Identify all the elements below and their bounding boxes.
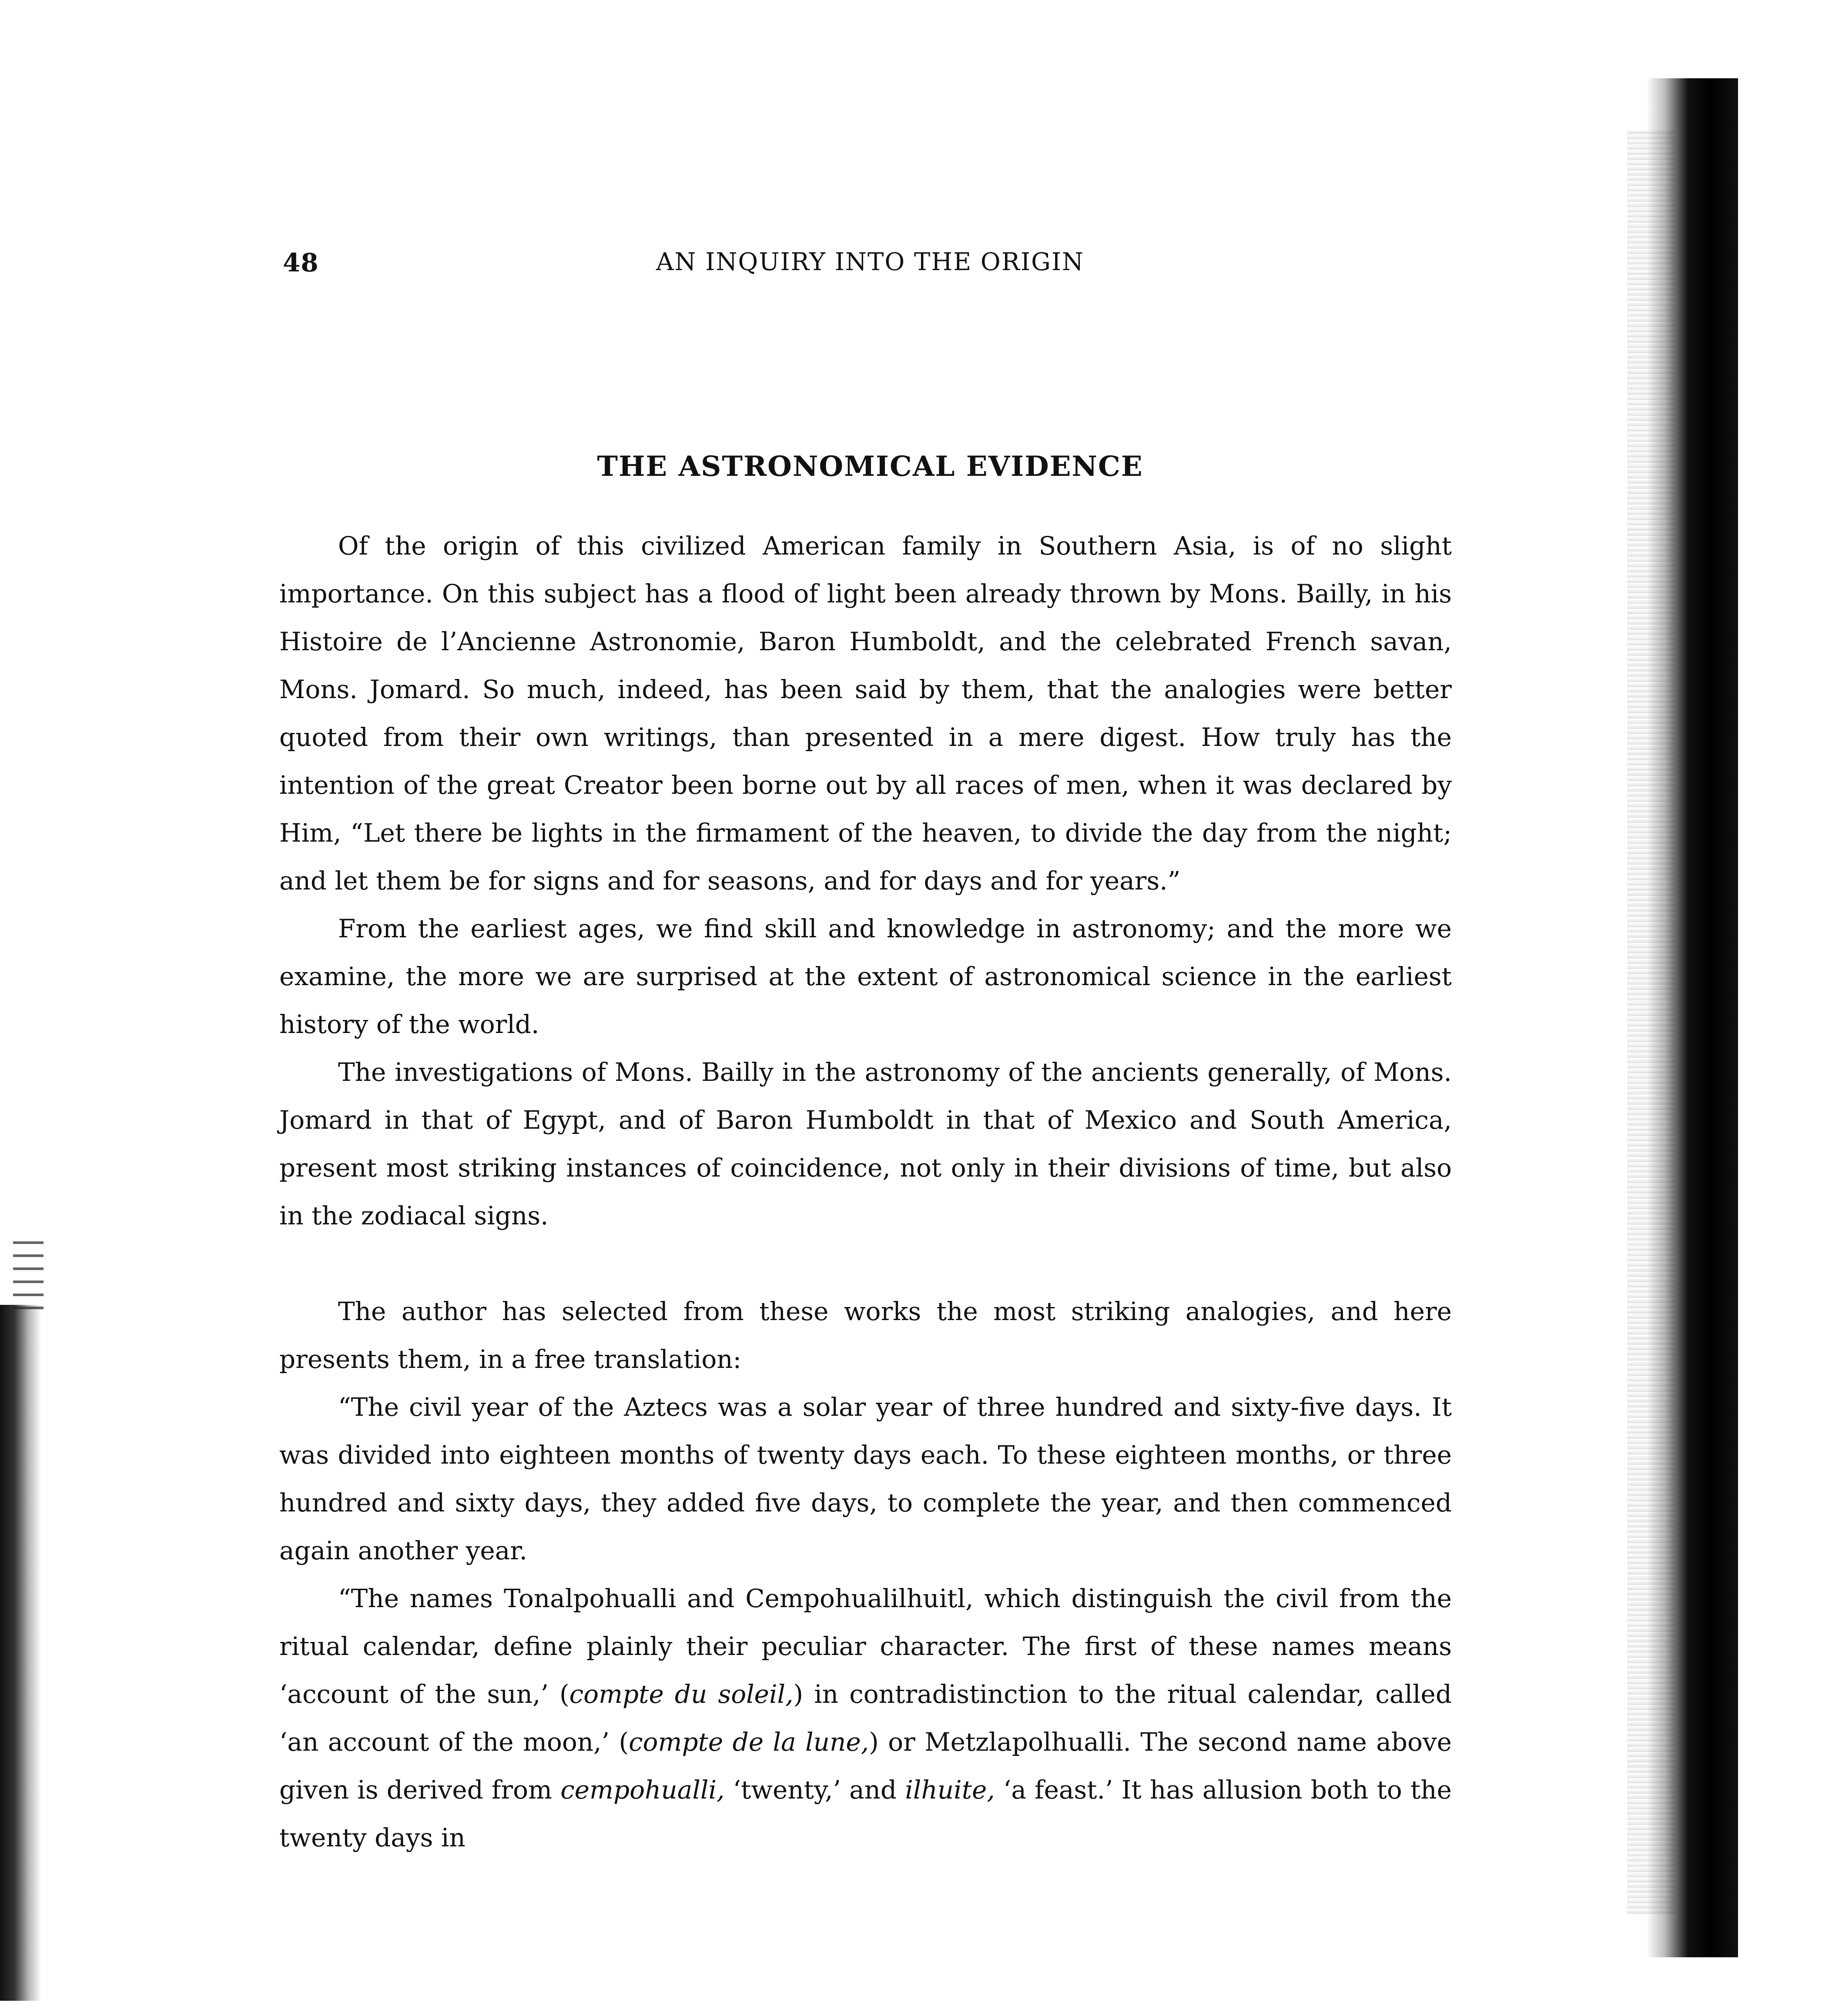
paragraph-text: ) or Metzlapolhualli. The second name above given is derived from <box>279 1727 1452 1805</box>
italic-term: ilhuite, <box>905 1775 995 1805</box>
right-binding-shadow <box>1647 78 1738 1957</box>
section-title: THE ASTRONOMICAL EVIDENCE <box>597 450 1143 483</box>
paragraph-text: ‘a feast.’ It has allusion both to the twenty days in <box>279 1775 1452 1852</box>
running-title: AN INQUIRY INTO THE ORIGIN <box>656 248 1084 276</box>
left-scan-marks <box>13 1240 44 1309</box>
paragraph <box>279 1575 1452 1862</box>
paragraph: The author has selected from these works the most striking analogies, and here presents them, in a free translation: <box>279 1297 1452 1374</box>
body-text <box>279 522 1452 1862</box>
paragraph-text: ) in contradistinction to the ritual calendar, called ‘an account of the moon,’ ( <box>279 1679 1452 1757</box>
italic-term: compte de la lune, <box>629 1727 869 1757</box>
paragraph: From the earliest ages, we find skill and knowledge in astronomy; and the more we examine, the more we are surprised at the extent of astronomical science in the earliest history of the world. <box>279 914 1452 1039</box>
paragraph: The investigations of Mons. Bailly in the astronomy of the ancients generally, of Mons. Jomard in that of Egypt, and of Baron Humboldt in that of Mexico and South America, present most striking instances of coincidence, not only in their divisions of time, but also in the zodiacal signs. <box>279 1057 1452 1230</box>
paragraph-text: ‘twenty,’ and <box>724 1775 905 1805</box>
paragraph: “The civil year of the Aztecs was a solar year of three hundred and sixty-five days. It was divided into eighteen months of twenty days each. To these eighteen months, or three hundred and sixty days, they added five days, to complete the year, and then commenced again another year. <box>279 1392 1452 1565</box>
paragraph-text: “The names Tonalpohualli and Cempohualilhuitl, which distinguish the civil from the ritual calendar, define plainly their peculiar character. The first of these names means ‘account of the sun,’ ( <box>279 1584 1452 1709</box>
italic-term: compte du soleil, <box>569 1679 794 1709</box>
left-scan-edge <box>0 1305 41 2001</box>
paragraph: Of the origin of this civilized American family in Southern Asia, is of no slight importance. On this subject has a flood of light been already thrown by Mons. Bailly, in his Histoire de l’Ancienne Astronomie, Baron Humboldt, and the celebrated French savan, Mons. Jomard. So much, indeed, has been said by them, that the analogies were better quoted from their own writings, than presented in a mere digest. How truly has the intention of the great Creator been borne out by all races of men, when it was declared by Him, “Let there be lights in the firmament of the heaven, to divide the day from the night; and let them be for signs and for seasons, and for days and for years.” <box>279 531 1452 896</box>
page-number: 48 <box>283 248 319 277</box>
page-header <box>278 248 1462 287</box>
italic-term: cempohualli, <box>560 1775 725 1805</box>
